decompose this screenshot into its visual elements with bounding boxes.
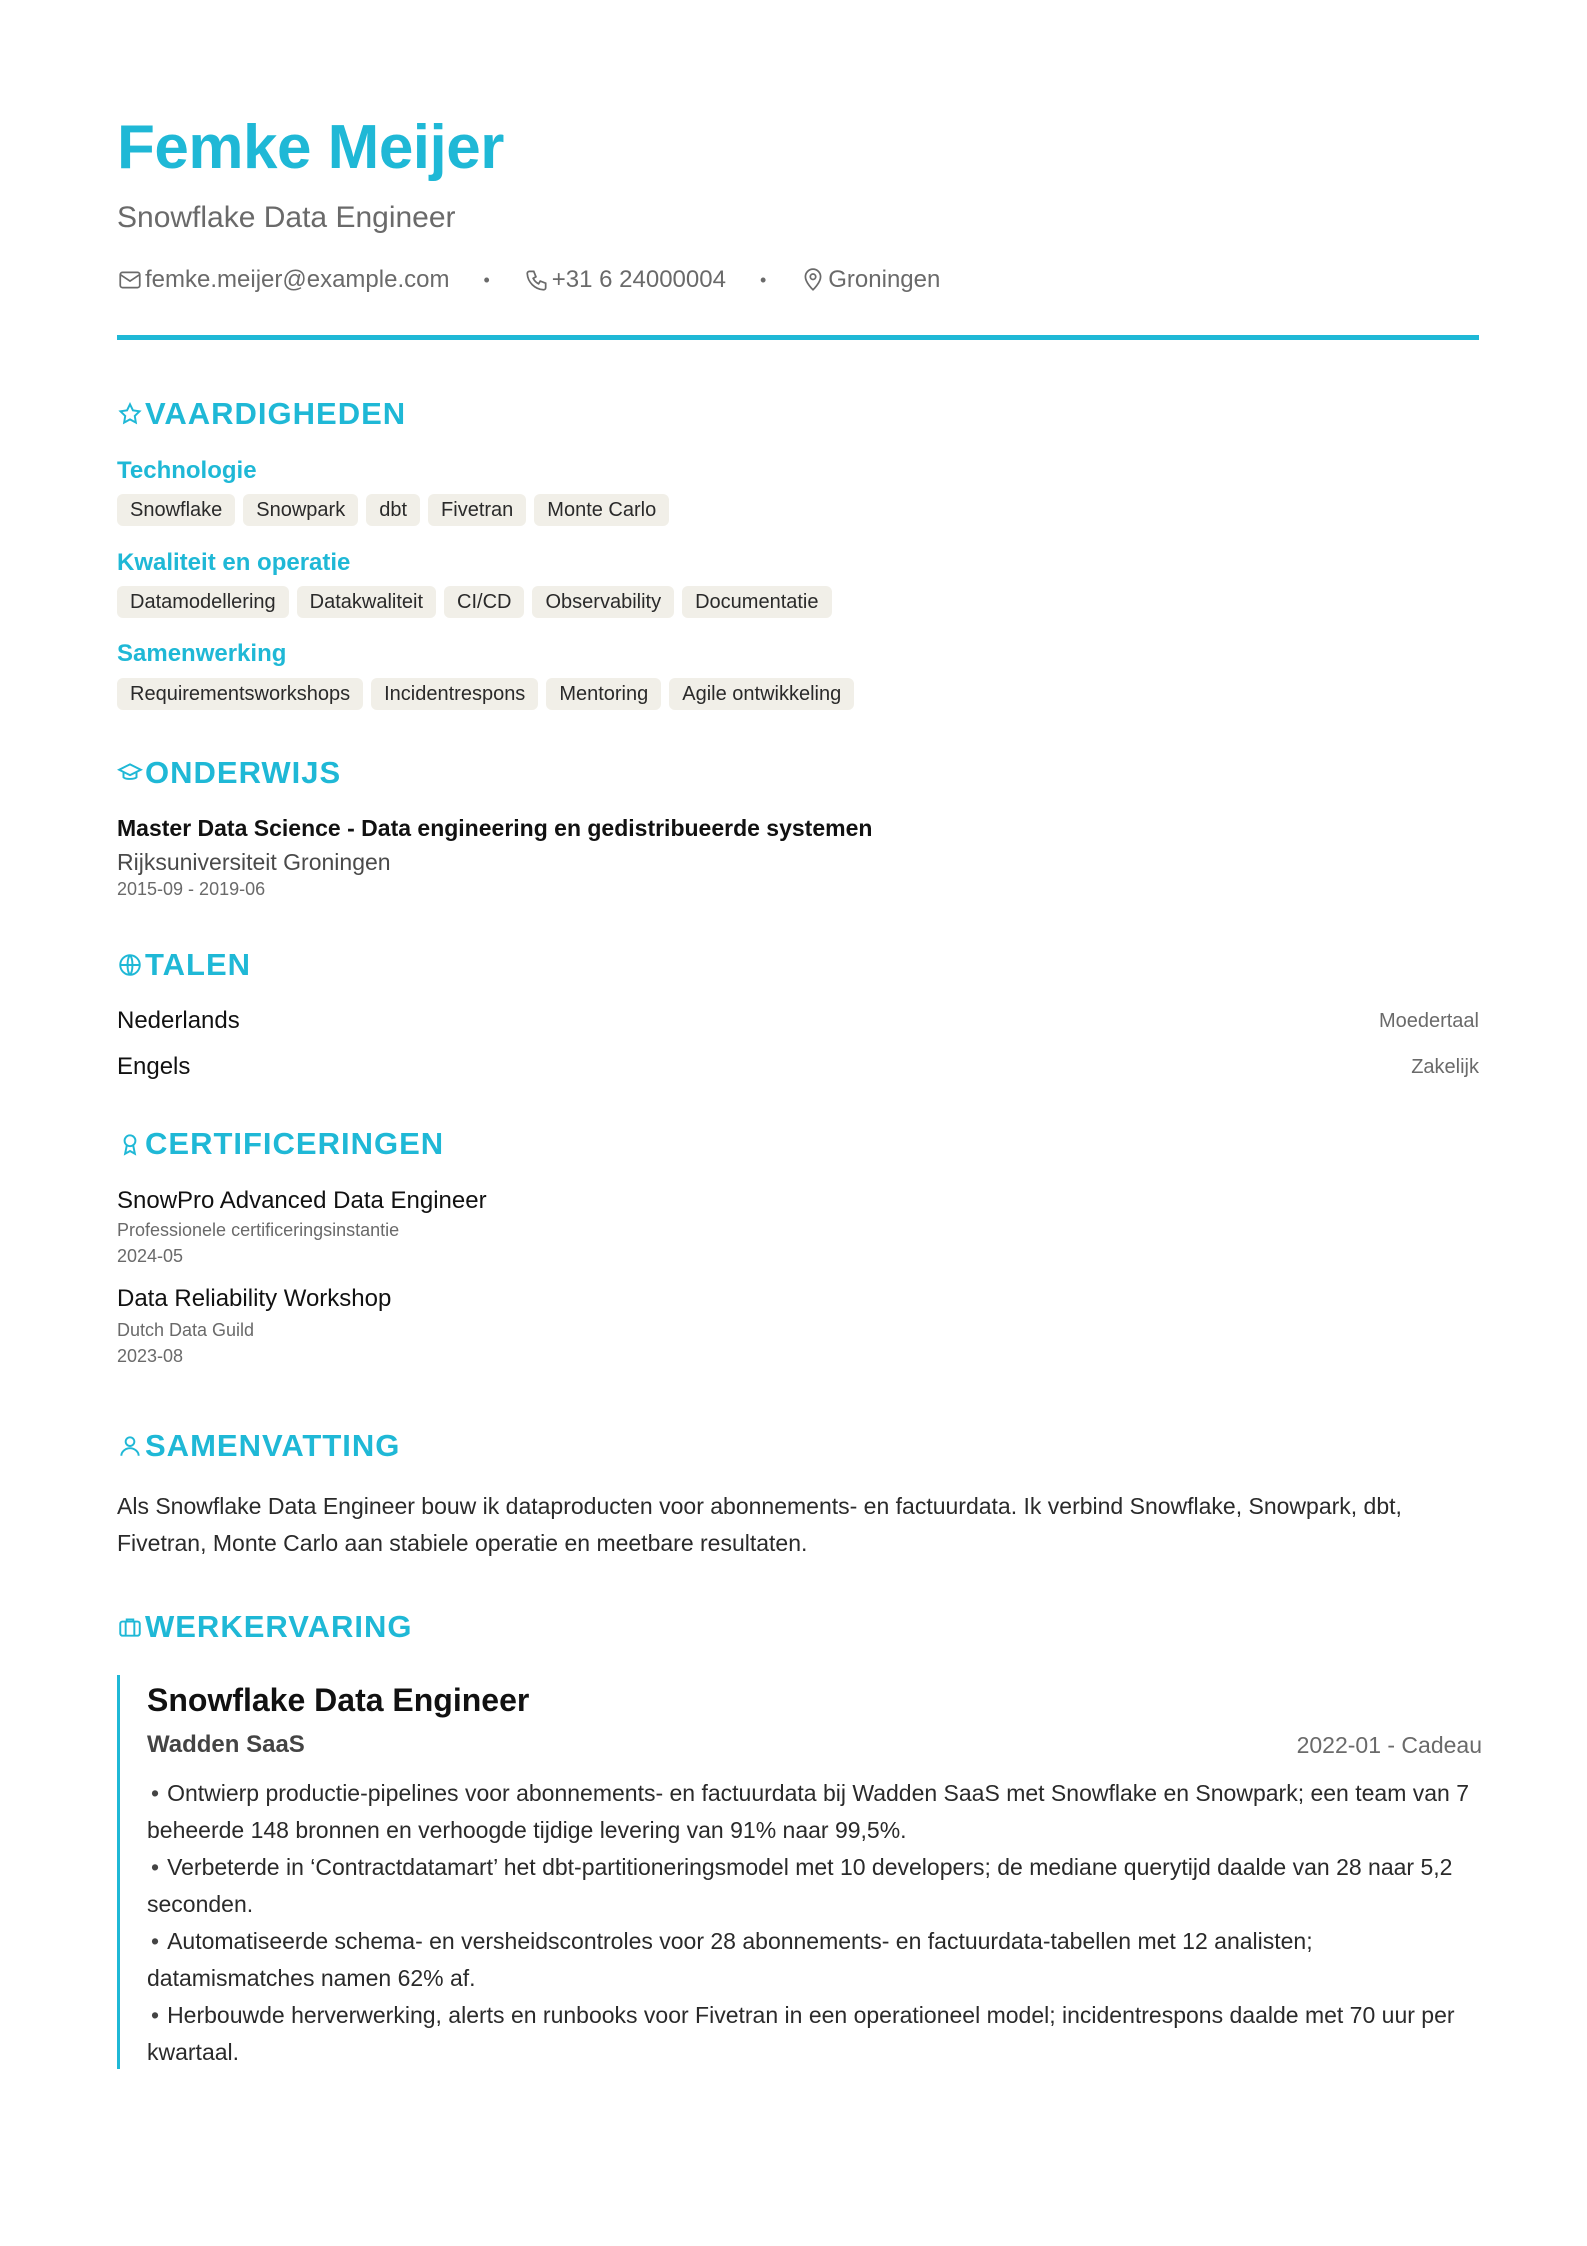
skill-group-label: Samenwerking	[117, 640, 287, 667]
education-heading	[117, 753, 341, 793]
skill-group-label: Technologie	[117, 457, 257, 484]
job-bullet	[147, 1775, 1482, 1849]
experience-heading	[117, 1607, 412, 1647]
bullet-marker: •	[151, 1854, 160, 1880]
job-bullet	[147, 1923, 1482, 1997]
cert-issuer: Professionele certificeringsinstantie	[117, 1220, 400, 1240]
language-level: Zakelijk	[1411, 1055, 1479, 1078]
skills-title: VAARDIGHEDEN	[145, 396, 407, 431]
contact-bar	[117, 262, 940, 298]
job-title: Snowflake Data Engineer	[147, 1682, 530, 1718]
summary-title: SAMENVATTING	[145, 1428, 401, 1463]
phone-icon	[524, 267, 550, 293]
job-bullets	[147, 1775, 1482, 2071]
skill-tag: Requirementsworkshops	[117, 678, 363, 710]
skill-tag: Fivetran	[428, 494, 526, 526]
summary-text: Als Snowflake Data Engineer bouw ik dataproducten voor abonnements- en factuurdata. Ik verbind Snowflake, Snowpark, dbt, Fivetran, Monte Carlo aan stabiele operatie en meetbare resultaten.	[117, 1493, 1402, 1556]
skill-tag: Datamodellering	[117, 586, 289, 618]
skill-tag: Incidentrespons	[371, 678, 538, 710]
skill-group-label: Kwaliteit en operatie	[117, 549, 351, 576]
bullet-marker: •	[151, 1928, 160, 1954]
bullet-text: Ontwierp productie-pipelines voor abonnements- en factuurdata bij Wadden SaaS met Snowflake en Snowpark; een team van 7 beheerde 148 bronnen en verhoogde tijdige levering van 91% naar 99,5%.	[147, 1780, 1470, 1843]
star-icon	[117, 401, 143, 427]
skill-tags-kwaliteit	[117, 586, 832, 618]
user-icon	[117, 1433, 143, 1459]
job-bullet	[147, 1997, 1482, 2071]
bullet-text: Verbeterde in ‘Contractdatamart’ het dbt-partitioneringsmodel met 10 developers; de mediane querytijd daalde van 28 naar 5,2 seconden.	[147, 1854, 1453, 1917]
cert-name: SnowPro Advanced Data Engineer	[117, 1187, 487, 1214]
candidate-name: Femke Meijer	[117, 113, 504, 182]
skill-tag: CI/CD	[444, 586, 524, 618]
job-bullet	[147, 1849, 1482, 1923]
language-name: Engels	[117, 1053, 191, 1080]
globe-icon	[117, 952, 143, 978]
skill-tag: Snowpark	[243, 494, 358, 526]
skill-tag: Observability	[532, 586, 674, 618]
contact-separator: •	[759, 269, 767, 290]
contact-email[interactable]	[117, 266, 449, 294]
languages-title: TALEN	[145, 947, 252, 982]
award-icon	[117, 1131, 143, 1157]
language-row	[117, 1004, 1479, 1038]
skill-tag: Snowflake	[117, 494, 235, 526]
skill-tag: Agile ontwikkeling	[669, 678, 854, 710]
certifications-title: CERTIFICERINGEN	[145, 1126, 445, 1161]
bullet-text: Automatiseerde schema- en versheidscontroles voor 28 abonnements- en factuurdata-tabellen met 12 analisten; datamismatches namen 62% af.	[147, 1928, 1313, 1991]
candidate-role: Snowflake Data Engineer	[117, 201, 456, 234]
email-text: femke.meijer@example.com	[145, 266, 450, 293]
phone-text: +31 6 24000004	[551, 266, 726, 293]
cert-issuer: Dutch Data Guild	[117, 1320, 255, 1340]
bullet-marker: •	[151, 1780, 160, 1806]
school-name: Rijksuniversiteit Groningen	[117, 849, 391, 875]
skills-heading	[117, 394, 406, 434]
skill-tag: dbt	[366, 494, 420, 526]
skill-tags-technologie	[117, 494, 669, 526]
experience-title: WERKERVARING	[145, 1609, 413, 1644]
cert-name: Data Reliability Workshop	[117, 1285, 392, 1312]
bullet-text: Herbouwde herverwerking, alerts en runbooks voor Fivetran in een operationeel model; incidentrespons daalde met 70 uur per kwartaal.	[147, 2002, 1455, 2065]
briefcase-icon	[117, 1614, 143, 1640]
degree-title: Master Data Science - Data engineering en gedistribueerde systemen	[117, 815, 873, 841]
mail-icon	[117, 267, 143, 293]
language-level: Moedertaal	[1378, 1009, 1479, 1032]
languages-heading	[117, 945, 251, 985]
education-dates: 2015-09 - 2019-06	[117, 879, 266, 899]
education-title: ONDERWIJS	[145, 755, 342, 790]
contact-location	[800, 266, 940, 294]
job-company: Wadden SaaS	[147, 1731, 305, 1758]
skill-tag: Monte Carlo	[534, 494, 669, 526]
certifications-heading	[117, 1124, 444, 1164]
skill-tag: Documentatie	[682, 586, 831, 618]
contact-phone[interactable]	[524, 266, 726, 294]
job-dates: 2022-01 - Cadeau	[1296, 1732, 1482, 1758]
cert-date: 2024-05	[117, 1246, 184, 1266]
skill-tag: Mentoring	[546, 678, 661, 710]
cert-date: 2023-08	[117, 1346, 184, 1366]
job-entry	[117, 1675, 1482, 2069]
language-row	[117, 1050, 1479, 1084]
skill-tags-samenwerking	[117, 678, 854, 710]
header-divider	[117, 335, 1479, 340]
bullet-marker: •	[151, 2002, 160, 2028]
map-pin-icon	[800, 267, 826, 293]
graduation-cap-icon	[117, 760, 143, 786]
language-name: Nederlands	[117, 1007, 240, 1034]
summary-heading	[117, 1426, 400, 1466]
skill-tag: Datakwaliteit	[297, 586, 436, 618]
contact-separator: •	[483, 269, 490, 290]
location-text: Groningen	[828, 266, 941, 293]
